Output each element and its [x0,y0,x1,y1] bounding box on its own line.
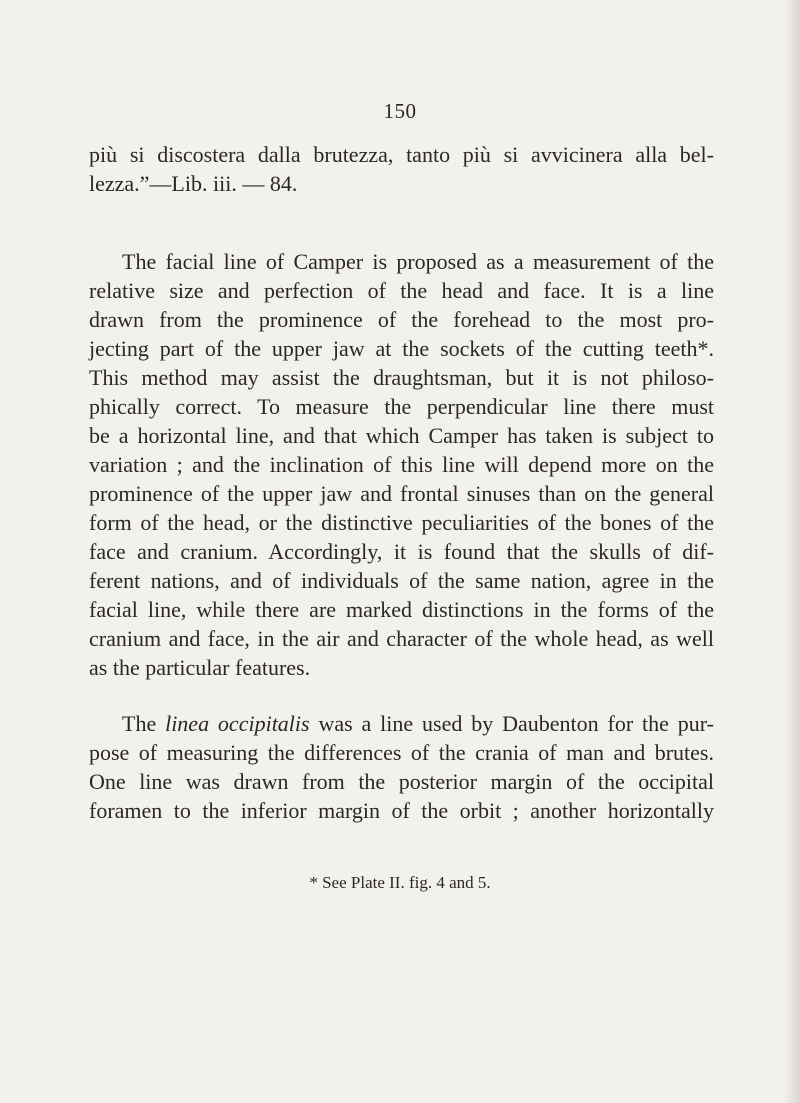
paragraph-linea-occipitalis [89,709,714,825]
paragraph-quote-continuation [89,140,714,198]
text-line: prominence of the upper jaw and frontal sinuses than on the general [89,481,714,506]
first-word: The [122,711,157,736]
text-line: cranium and face, in the air and character of the whole head, as well [89,626,714,651]
text-line: pose of measuring the differences of the crania of man and brutes. [89,740,714,765]
text-line: face and cranium. Accordingly, it is found that the skulls of dif- [89,539,714,564]
paragraph-facial-line [89,247,714,682]
italic-term: linea occipitalis [165,711,310,736]
text-line: jecting part of the upper jaw at the sockets of the cutting teeth*. [89,336,714,361]
text-line: foramen to the inferior margin of the orbit ; another horizontally [89,798,714,823]
text-line: più si discostera dalla brutezza, tanto più si avvicinera alla bel- [89,142,714,167]
text-line: This method may assist the draughtsman, but it is not philoso- [89,365,714,390]
text-line [89,709,714,738]
page-number: 150 [383,99,417,123]
text-line: phically correct. To measure the perpendicular line there must [89,394,714,419]
text-line: be a horizontal line, and that which Camper has taken is subject to [89,423,714,448]
line-rest: was a line used by Daubenton for the pur- [318,711,714,736]
page-edge-shadow [784,0,800,1103]
text-line: The facial line of Camper is proposed as a measurement of the [122,249,714,274]
text-line: ferent nations, and of individuals of the same nation, agree in the [89,568,714,593]
text-line: drawn from the prominence of the forehead to the most pro- [89,307,714,332]
text-line: as the particular features. [89,655,311,680]
text-line: form of the head, or the distinctive peculiarities of the bones of the [89,510,714,535]
text-line: One line was drawn from the posterior margin of the occipital [89,769,714,794]
text-line: relative size and perfection of the head and face. It is a line [89,278,714,303]
text-line: lezza.”—Lib. iii. — 84. [89,171,298,196]
text-line: facial line, while there are marked distinctions in the forms of the [89,597,714,622]
footnote: * See Plate II. fig. 4 and 5. [309,873,491,892]
text-line: variation ; and the inclination of this line will depend more on the [89,452,714,477]
